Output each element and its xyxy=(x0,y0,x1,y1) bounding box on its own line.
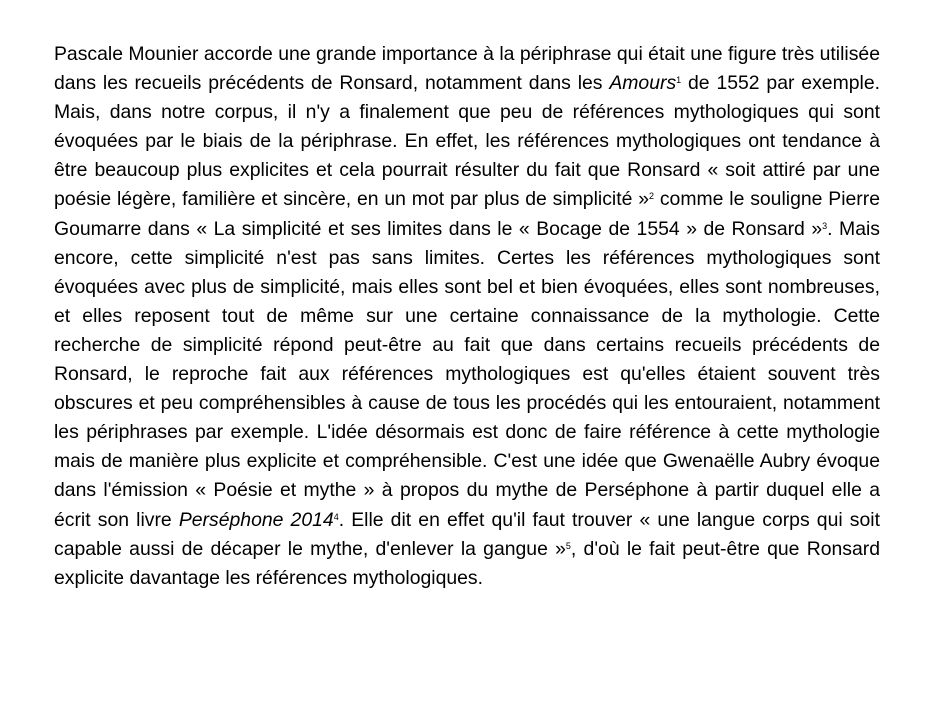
footnote-ref-4[interactable]: 4 xyxy=(333,511,339,522)
text-segment: . Elle dit en effet qu'il faut trouver « une langue corps qui soit capable aussi de décaper le mythe, d'enlever la gangue » xyxy=(54,508,880,560)
footnote-ref-1[interactable]: 1 xyxy=(676,75,682,86)
body-paragraph xyxy=(54,40,880,593)
footnote-ref-3[interactable]: 3 xyxy=(822,220,828,231)
text-segment: . Mais encore, cette simplicité n'est pas sans limites. Certes les références mythologiques sont évoquées avec plus de simplicité, mais elles sont bel et bien évoquées, elles sont nombreuses, et elles reposent tout de même sur une certaine connaissance de la mythologie. Cette recherche de simplicité répond peut-être au fait que dans certains recueils précédents de Ronsard, le reproche fait aux références mythologiques est qu'elles étaient souvent très obscures et peu compréhensibles à cause de tous les procédés qui les entouraient, notamment les périphrases par exemple. L'idée désormais est donc de faire référence à cette mythologie mais de manière plus explicite et compréhensible. C'est une idée que Gwenaëlle Aubry évoque dans l'émission « Poésie et mythe » à propos du mythe de Perséphone à partir duquel elle a écrit son livre xyxy=(54,217,880,531)
text-segment: , d'où le fait peut-être que Ronsard explicite davantage les références mythologiques. xyxy=(54,537,880,589)
book-title-persephone: Perséphone 2014 xyxy=(178,508,334,531)
footnote-ref-2[interactable]: 2 xyxy=(649,191,655,202)
book-title-amours: Amours xyxy=(609,72,677,95)
footnote-ref-5[interactable]: 5 xyxy=(565,540,571,551)
text-segment: de 1552 par exemple. Mais, dans notre corpus, il n'y a finalement que peu de références mythologiques qui sont évoquées par le biais de la périphrase. En effet, les références mythologiques ont tendance à être beaucoup plus explicites et cela pourrait résulter du fait que Ronsard « soit attiré par une poésie légère, familière et sincère, en un mot par plus de simplicité » xyxy=(54,72,880,211)
text-segment: Pascale Mounier accorde une grande importance à la périphrase qui était une figure très utilisée dans les recueils précédents de Ronsard, notamment dans les xyxy=(54,43,880,95)
text-segment: comme le souligne Pierre Goumarre dans « La simplicité et ses limites dans le « Bocage de 1554 » de Ronsard » xyxy=(54,188,880,240)
